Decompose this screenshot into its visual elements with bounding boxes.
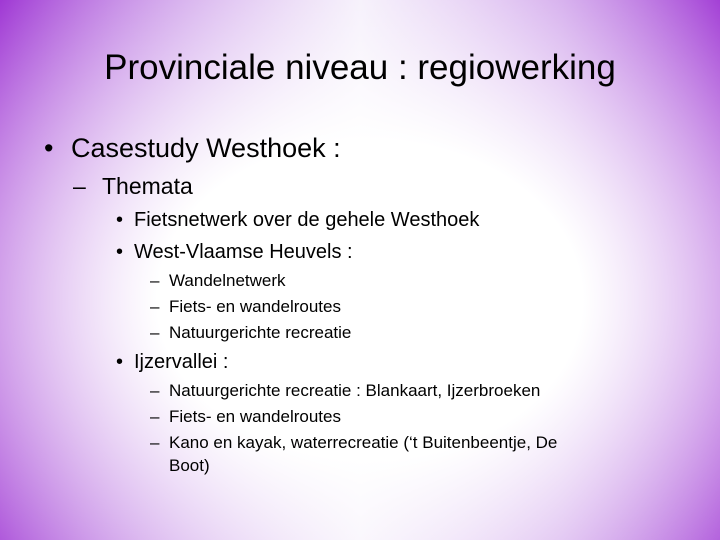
bullet-marker: • [116, 351, 124, 373]
bullet-natuurgerichte-blankaart: Natuurgerichte recreatie : Blankaart, Ijzerbroeken [169, 381, 541, 400]
bullet-fiets-wandelroutes-2: Fiets- en wandelroutes [169, 407, 341, 426]
bullet-kano-kayak: Kano en kayak, waterrecreatie (‘t Buitenbeentje, De [169, 433, 558, 452]
bullet-kano-kayak-continuation: Boot) [169, 456, 210, 475]
bullet-fiets-wandelroutes: Fiets- en wandelroutes [169, 297, 341, 316]
slide-title: Provinciale niveau : regiowerking [104, 48, 616, 87]
dash-marker: – [150, 323, 160, 342]
bullet-marker: • [116, 209, 124, 231]
bullet-themata: Themata [102, 173, 193, 199]
bullet-marker: • [116, 241, 124, 263]
dash-marker: – [150, 297, 160, 316]
dash-marker: – [150, 271, 160, 290]
bullet-casestudy-westhoek: Casestudy Westhoek : [71, 133, 341, 163]
bullet-fietsnetwerk: Fietsnetwerk over de gehele Westhoek [134, 209, 480, 231]
bullet-wandelnetwerk: Wandelnetwerk [169, 271, 286, 290]
bullet-marker: • [44, 133, 54, 163]
bullet-natuurgerichte-recreatie: Natuurgerichte recreatie [169, 323, 352, 342]
dash-marker: – [150, 433, 160, 452]
dash-marker: – [150, 407, 160, 426]
bullet-west-vlaamse-heuvels: West-Vlaamse Heuvels : [134, 241, 353, 263]
bullet-ijzervallei: Ijzervallei : [134, 351, 229, 373]
dash-marker: – [73, 173, 86, 199]
dash-marker: – [150, 381, 160, 400]
